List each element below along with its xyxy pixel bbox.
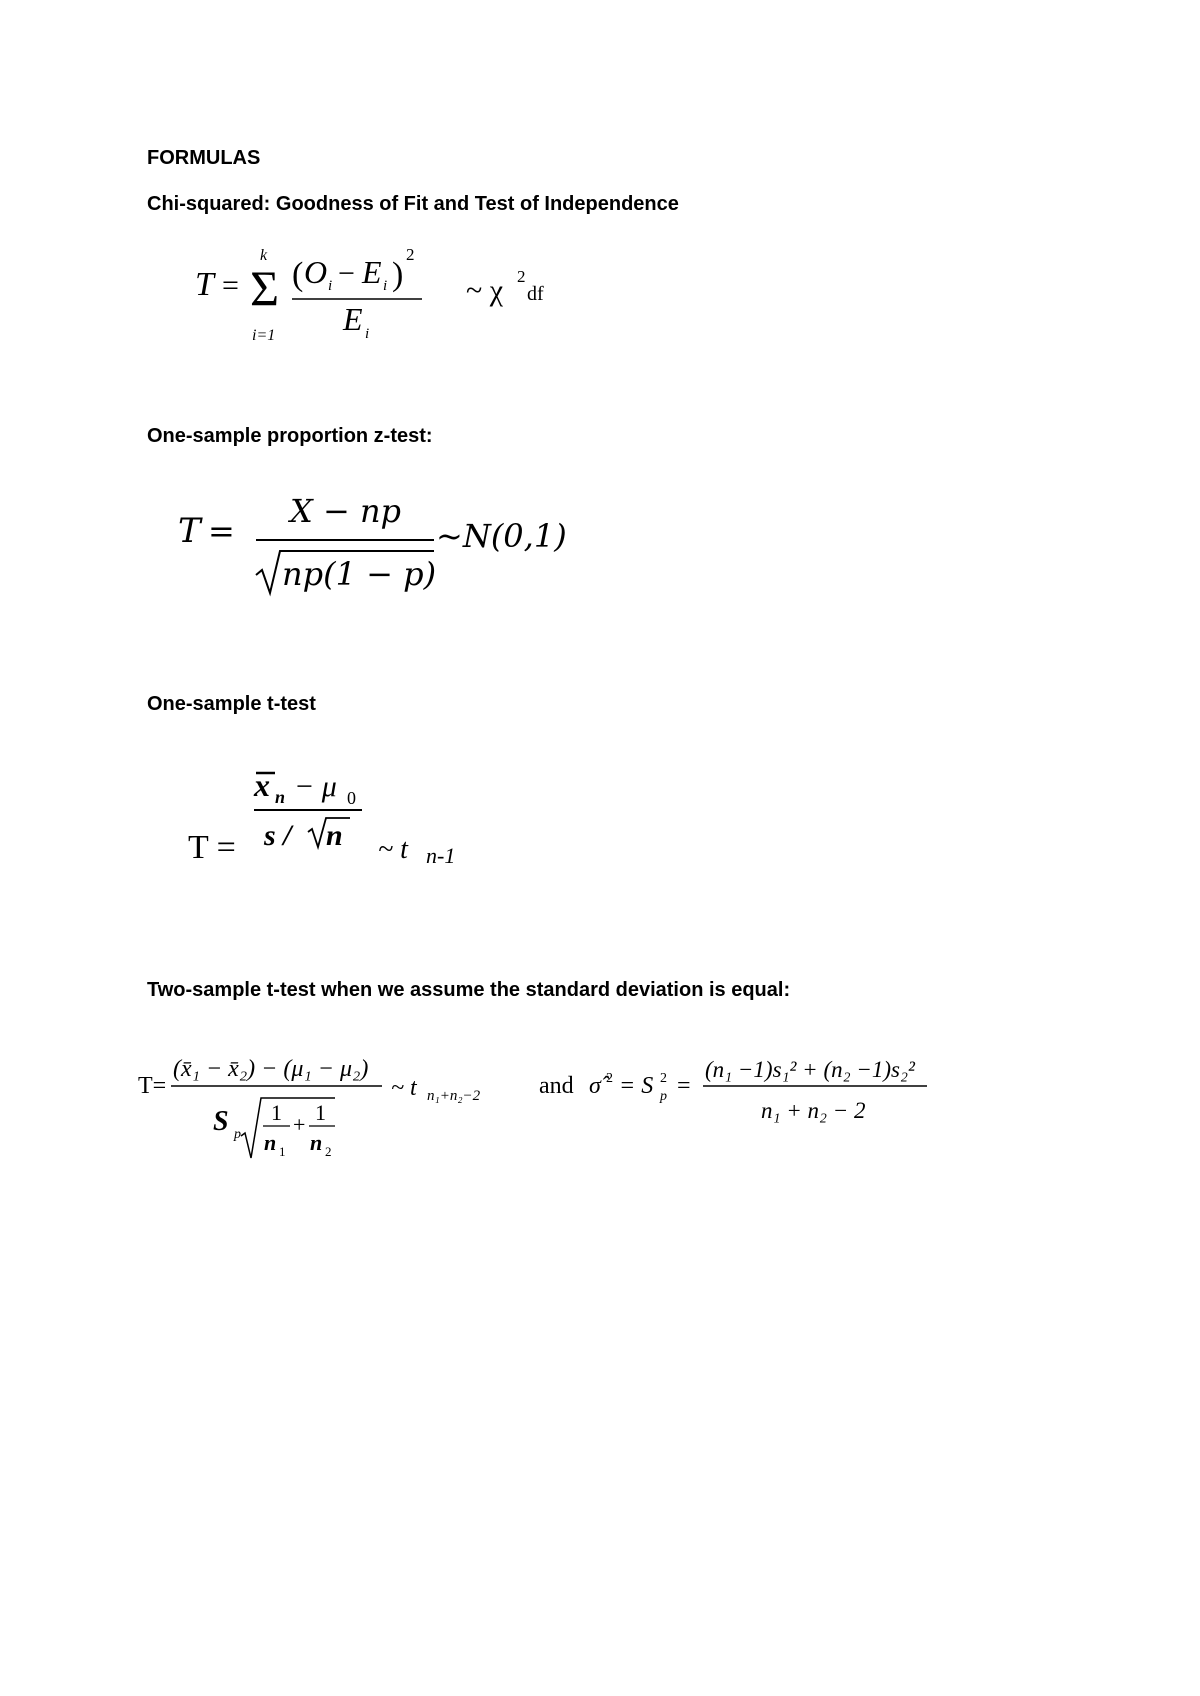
pz-denominator: np(1 − p)	[282, 555, 437, 593]
chi-numerator-e: E	[362, 254, 382, 290]
tst-denominator-s: S	[213, 1106, 229, 1137]
tst-frac1-num: 1	[271, 1100, 282, 1125]
tst-pooled-denominator: n₁ + n₂ − 2	[761, 1098, 866, 1123]
chi-numerator-sub-i2: i	[383, 278, 388, 294]
ost-denominator-s: s /	[264, 819, 292, 852]
ost-lhs: T =	[188, 829, 236, 866]
tst-lhs: T=	[138, 1073, 167, 1099]
tst-frac1-den-sub: 1	[279, 1144, 286, 1159]
tst-connector: and	[539, 1073, 574, 1099]
chi-numerator-open: (	[292, 256, 304, 293]
tst-s-sub: p	[660, 1089, 667, 1104]
chi-numerator-o: O	[304, 254, 328, 290]
two-sample-t-heading: Two-sample t-test when we assume the standard deviation is equal:	[147, 979, 791, 1001]
tst-denominator-s-sub: p	[234, 1127, 241, 1142]
tst-plus: +	[293, 1112, 306, 1137]
chi-denominator-e: E	[343, 301, 363, 337]
pz-numerator: X − np	[290, 492, 402, 530]
chi-distribution-sub: df	[527, 283, 544, 305]
tst-distribution-sub: n₁+n₂−2	[427, 1088, 481, 1104]
chi-lhs-t: T	[195, 266, 214, 303]
ost-denominator-n: n	[326, 819, 343, 852]
chi-numerator-power: 2	[406, 245, 415, 264]
pz-distribution: ~N(0,1)	[436, 517, 567, 555]
chi-sum-upper: k	[260, 247, 268, 264]
proportion-z-heading: One-sample proportion z-test:	[147, 425, 433, 447]
chi-squared-heading: Chi-squared: Goodness of Fit and Test of Independence	[147, 193, 679, 215]
ost-numerator-x: x	[254, 767, 270, 803]
chi-numerator-sub-i: i	[328, 278, 333, 294]
chi-equals: =	[222, 269, 239, 302]
ost-distribution: ~ t	[378, 834, 408, 865]
one-sample-t-formula	[180, 760, 480, 875]
chi-denominator-sub: i	[365, 326, 370, 342]
chi-sum-lower: i=1	[252, 327, 276, 344]
tst-distribution: ~ t	[391, 1075, 417, 1101]
chi-sum-sign: Σ	[250, 260, 280, 316]
ost-distribution-sub: n-1	[426, 843, 456, 868]
chi-numerator-minus: −	[338, 257, 355, 290]
chi-squared-formula	[180, 240, 580, 350]
one-sample-t-heading: One-sample t-test	[147, 693, 316, 715]
ost-numerator-mu-sub: 0	[347, 788, 356, 808]
tst-s-power: 2	[660, 1071, 667, 1086]
tst-frac1-den: n	[264, 1130, 277, 1155]
proportion-z-formula	[170, 490, 590, 605]
page-title: FORMULAS	[147, 147, 261, 169]
chi-distribution: ~ χ	[466, 274, 504, 307]
two-sample-t-formula	[135, 1040, 935, 1170]
tst-frac2-den-sub: 2	[325, 1144, 332, 1159]
tst-frac2-num: 1	[315, 1100, 326, 1125]
tst-pooled-numerator: (n₁ −1)s₁² + (n₂ −1)s₂²	[705, 1057, 915, 1082]
pz-lhs-t: T	[178, 511, 201, 551]
tst-frac2-den: n	[310, 1130, 323, 1155]
tst-sigma-power: 2	[606, 1071, 613, 1086]
tst-sigma: σ̂	[589, 1073, 601, 1099]
tst-equals: =	[677, 1073, 691, 1099]
ost-numerator-minus-mu: − μ	[294, 770, 337, 803]
chi-distribution-power: 2	[517, 267, 526, 286]
tst-equals-s: = S	[619, 1073, 654, 1099]
pz-equals: =	[208, 512, 235, 550]
chi-numerator-close: )	[392, 256, 404, 293]
tst-numerator: (x̄₁ − x̄₂) − (μ₁ − μ₂)	[173, 1056, 369, 1082]
ost-numerator-x-sub: n	[275, 787, 286, 807]
